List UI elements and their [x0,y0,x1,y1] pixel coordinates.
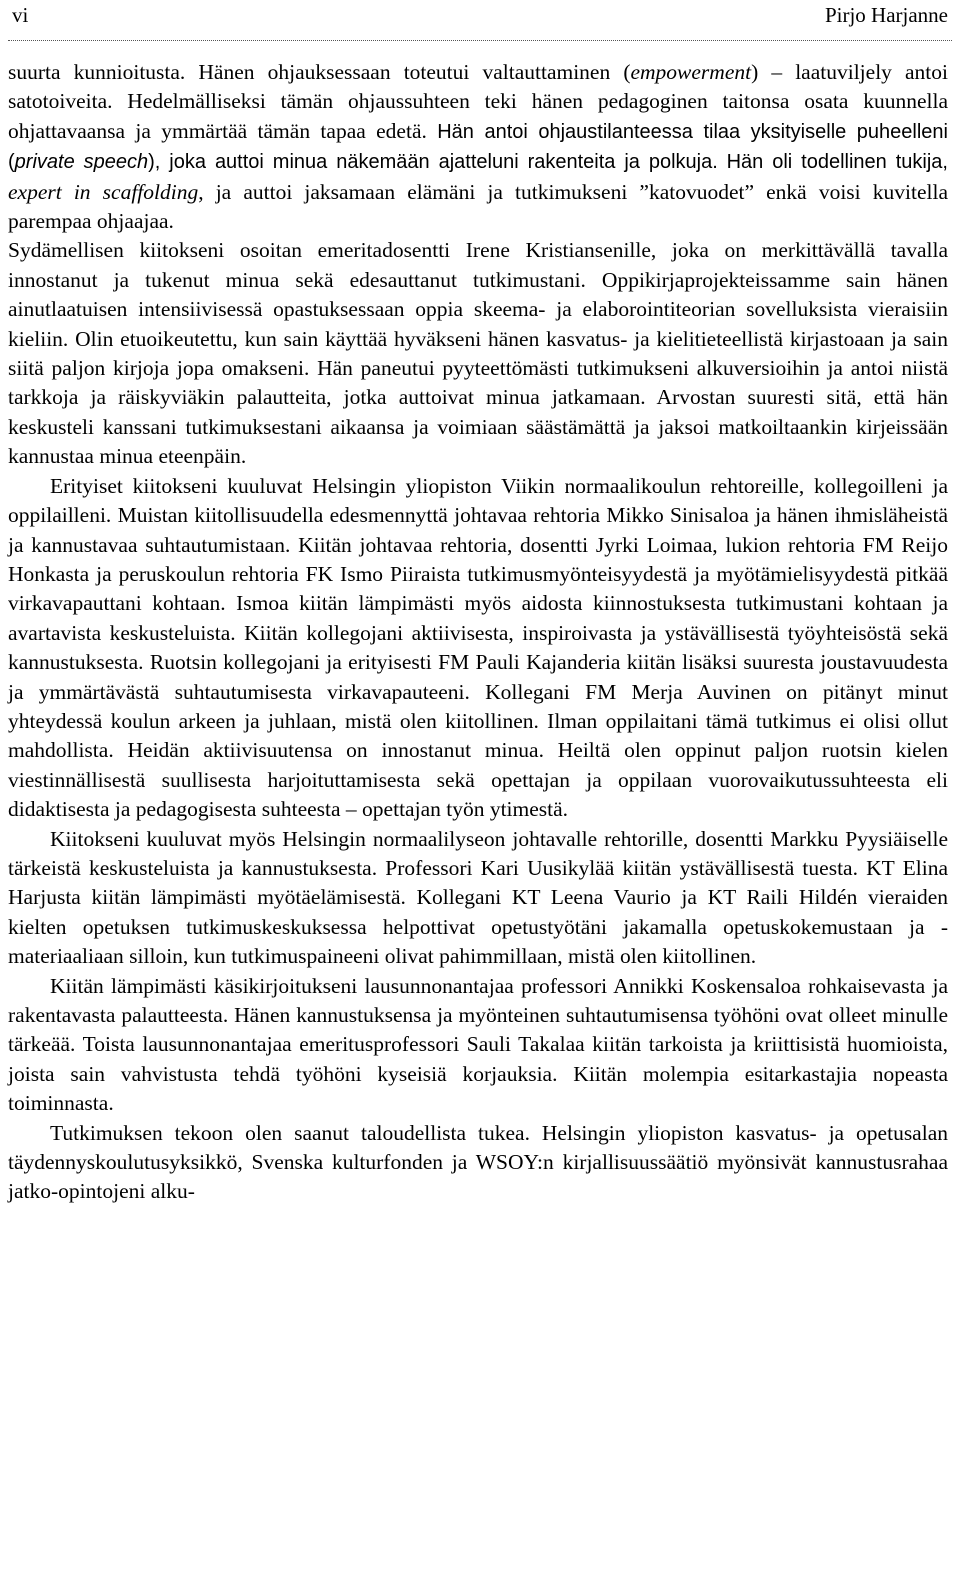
text-run: ) – laatuviljely antoi satotoiveita. Hedelmälliseksi tämän ohjaussuhteen teki hänen pedagoginen taitonsa osata kuunnella ohjattavaansa ja ymmärtää tämän tapaa edetä. [8,60,948,143]
text-run: suurta kunnioitusta. Hänen ohjauksessaan toteutui valtauttaminen ( [8,60,631,84]
text-run: Tutkimuksen tekoon olen saanut taloudellista tukea. Helsingin yliopiston kasvatus- ja opetusalan täydennyskoulutusyksikkö, Svenska kulturfonden ja WSOY:n kirjallisuussäätiö myönsivät kannustusrahaa jatko-opintojeni alku- [8,1120,948,1204]
text-run: private speech [14,151,149,174]
text-run: expert in scaffolding [8,179,199,204]
paragraph-3 [8,472,948,825]
text-run: Kiitokseni kuuluvat myös Helsingin normaalilyseon johtavalle rehtorille, dosentti Markku Pyysiäiselle tärkeistä keskusteluista ja kannustuksesta. Professori Kari Uusikylää kiitän ystävällisestä tuesta. KT Elina Harjusta kiitän lämpimästi myötäelämisestä. Kollegani KT Leena Vaurio ja KT Raili Hildén vieraiden kielten opetuksen tutkimuskeskuksessa helpottivat opetustyötäni jakamalla opetuskokemustaan ja -materiaaliaan silloin, kun tutkimuspaineeni olivat pahimmillaan, mistä olen kiitollinen. [8,826,948,969]
text-run [718,149,727,173]
text-run: Sydämellisen kiitokseni osoitan emeritadosentti Irene Kristiansenille, joka on merkittävällä tavalla innostanut ja tukenut minua sekä edesauttanut tutkimustani. Oppikirjaprojekteissamme sain hänen ainutlaatuisen intensiivisessä opastuksessaan oppia skeema- ja elaborointiteorian sovelluksista vieraisiin kieliin. Olin etuoikeutettu, kun sain käyttää hyväkseni hänen kasvatus- ja kielitieteellistä kirjastoaan ja sain siitä paljon kirjoja jopa omakseni. Hän paneutui pyyteettömästi tutkimukseni alkuversioihin ja antoi niistä tarkkoja ja räiskyviäkin palautteita, jotka auttoivat minua jatkamaan. Arvostan suuresti sitä, että hän keskusteli kanssani tutkimuksestani aikaansa ja voimiaan säästämättä ja jaksoi matkoiltaankin kirjeissään kannustaa minua eteenpäin. [8,238,948,469]
text-run: empowerment [630,60,752,84]
text-run: , ja auttoi jaksamaan elämäni ja tutkimukseni ”katovuodet” enkä voisi kuvitella parempaa ohjaajaa. [8,179,948,234]
body-text [8,58,948,1207]
paragraph-1 [8,58,948,236]
paragraph-2 [8,236,948,471]
text-run: Hän antoi ohjaustilanteessa tilaa yksityiselle puheelleni ( [8,120,948,174]
paragraph-6 [8,1119,948,1207]
paragraph-5 [8,972,948,1119]
text-run: Hän oli todellinen tukija, [726,151,948,174]
running-head-author: Pirjo Harjanne [824,3,948,27]
text-run: ), joka auttoi minua näkemään ajatteluni rakenteita ja polkuja. [148,151,718,174]
page-number: vi [12,3,29,27]
text-run: Kiitän lämpimästi käsikirjoitukseni lausunnonantajaa professori Annikki Koskensaloa rohkaisevasta ja rakentavasta palautteesta. Hänen kannustuksensa ja myönteinen suhtautumisensa työhöni ovat olleet minulle tärkeää. Toista lausunnonantajaa emeritusprofessori Sauli Takalaa kiitän tarkoista ja kriittisistä huomioista, joista sain vahvistusta tehdä työhöni kyseisiä korjauksia. Kiitän molempia esitarkastajia nopeasta toiminnasta. [8,973,948,1116]
paragraph-4 [8,825,948,972]
page-header [8,0,952,41]
text-run: Erityiset kiitokseni kuuluvat Helsingin yliopiston Viikin normaalikoulun rehtoreille, kollegoilleni ja oppilailleni. Muistan kiitollisuudella edesmennyttä johtavaa rehtoria Mikko Sinisaloa ja hänen ihmisläheistä ja kannustavaa suhtautumistaan. Kiitän johtavaa rehtoria, dosentti Jyrki Loimaa, lukion rehtoria FM Reijo Honkasta ja peruskoulun rehtoria FK Ismo Piiraista tutkimusmyönteisyydestä ja myötämielisyydestä pitkää virkavapauttani kohtaan. Ismoa kiitän lämpimästi myös aidosta kiinnostuksesta tutkimustani kohtaan ja avartavista keskusteluista. Kiitän kollegojani aktiivisesta, inspiroivasta ja ystävällisestä työyhteisöstä sekä kannustuksesta. Ruotsin kollegojani ja erityisesti FM Pauli Kajanderia kiitän lisäksi suuresta joustavuudesta ja ymmärtävästä suhtautumisesta virkavapauteeni. Kollegani FM Merja Auvinen on pitänyt minut yhteydessä koulun arkeen ja juhlaan, mistä olen kiitollinen. Ilman oppilaitani tämä tutkimus ei olisi ollut mahdollista. Heidän aktiivisuutensa on innostanut minua. Heiltä olen oppinut paljon ruotsin kielen viestinnällisestä suullisesta harjoituttamisesta sekä opettajan ja oppilaan vuorovaikutussuhteesta eli didaktisesta ja pedagogisesta suhteesta – opettajan työn ytimestä. [8,473,948,822]
